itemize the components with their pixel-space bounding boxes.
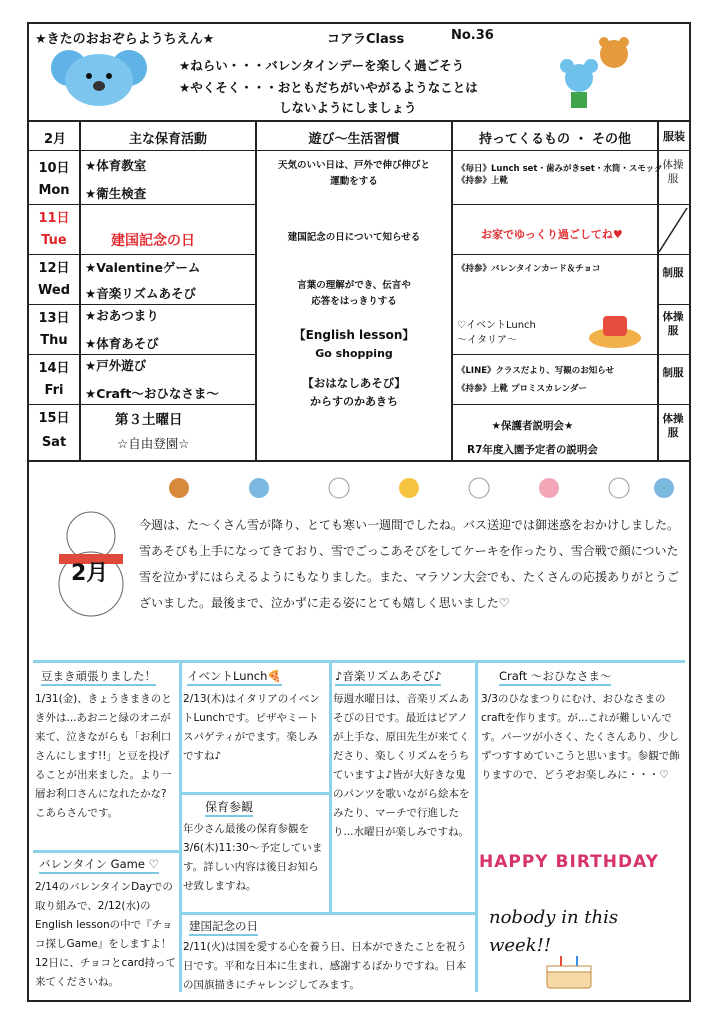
section-title-mamemaki: 豆まき頑張りました！ (41, 668, 156, 686)
uniform-13: 体操服 (662, 311, 684, 337)
bring-10: 《毎日》Lunch set・歯みがきset・水筒・スモック 《持参》上靴 (457, 164, 663, 186)
activity-13-1: ★おあつまり (85, 308, 159, 323)
col-uniform-header: 服装 (663, 130, 685, 143)
birthday-heading: HAPPY BIRTHDAY (479, 852, 659, 872)
newsletter-page (27, 22, 691, 1002)
section-text-sankan: 年少さん最後の保育参観を3/6(木)11:30～予定しています。詳しい内容は後日お知らせ致しますね。 (183, 823, 323, 892)
date-15: 15日 (38, 411, 70, 426)
activity-14-1: ★戸外遊び (85, 358, 147, 373)
aim-line-2: ★やくそく・・・おともだちがいやがるようなことは (179, 80, 478, 95)
section-text-kenkoku: 2/11(火)は国を愛する心を養う日、日本ができたことを祝う日です。平和な日本に生まれ、感謝するばかりですね。日本の国旗描きにチャレンジしてみます。 (183, 941, 467, 991)
class-name: コアラClass (327, 32, 405, 47)
dow-wed: Wed (38, 283, 70, 298)
play-note-4: 言葉の理解ができ、伝言や (297, 280, 411, 291)
col-activities-header: 主な保育活動 (128, 132, 207, 147)
bring-12: 《持参》バレンタインカード＆チョコ (457, 264, 601, 274)
activity-14-2: ★Craft～おひなさま～ (85, 386, 219, 401)
lunch-illustration (585, 308, 645, 352)
header (29, 24, 689, 122)
section-title-sankan: 保育参観 (205, 798, 253, 817)
month-badge: 2月 (71, 561, 109, 586)
section-title-valentine: バレンタイン Game ♡ (39, 856, 159, 874)
date-14: 14日 (38, 361, 70, 376)
weekly-schedule-table (29, 122, 689, 462)
play-note-3: 建国記念の日について知らせる (287, 232, 421, 243)
play-note-9: からすのかあきち (310, 395, 398, 408)
dow-mon: Mon (38, 183, 70, 198)
section-title-kenkoku: 建国記念の日 (189, 918, 258, 936)
activity-12-2: ★音楽リズムあそび (85, 286, 196, 301)
dow-sat: Sat (41, 435, 67, 450)
aim-line-3: しないようにしましょう (279, 100, 417, 115)
cake-illustration (539, 952, 599, 992)
section-title-craft: Craft ～おひなさま～ (499, 668, 611, 686)
activity-11: 建国記念の日 (111, 233, 195, 249)
dow-fri: Fri (44, 383, 64, 398)
birthday-nobody: nobody in this week!! (489, 907, 619, 956)
intro-note: 今週は、た～くさん雪が降り、とても寒い一週間でしたね。バス送迎では御迷惑をおかけしました。雪あそびも上手になってきており、雪でごっこあそびをしてケーキを作ったり、雪合戦で顔についた雪を泣かずにはらえるようにもなりました。また、マラソン大会でも、たくさんの応援ありがとうございました。最後まで、泣かずに走る姿にとても嬉しく思いました♡ (139, 518, 680, 610)
activity-12-1: ★Valentineゲーム (85, 260, 201, 275)
section-text-valentine: 2/14のバレンタインDayでの取り組みで、2/12(水)のEnglish lessonの中で『チョコ探しGame』をしますよ！12日に、チョコとcard持って来てくださいね。 (35, 881, 177, 988)
section-title-music: ♪音楽リズムあそび♪ (335, 668, 441, 686)
section-text-mamemaki: 1/31(金)、きょうきまきのとき外は...あおニと緑のオニが来て、泣きながらも「お利口さんにします!!」と豆を投げることが出来ました。より一層お利口さんになれたかな?こあらさんです。 (35, 693, 172, 819)
activity-15-1: 第３土曜日 (115, 412, 183, 428)
date-12: 12日 (38, 261, 70, 276)
bring-13: ♡イベントLunch ～イタリア～ (457, 320, 536, 346)
play-note-6: 【English lesson】 (293, 328, 415, 342)
section-text-lunch: 2/13(木)はイタリアのイベントLunchです。ピザやミートスパゲティがでます。楽しみですね♪ (183, 693, 320, 762)
bring-14: 《LINE》クラスだより、写観のお知らせ 《持参》上靴 プロミスカレンダー (457, 366, 614, 394)
play-note-2: 運動をする (330, 176, 378, 187)
activity-15-2: ☆自由登園☆ (117, 436, 190, 451)
col-bring-header: 持ってくるもの ・ その他 (478, 132, 632, 147)
play-note-7: Go shopping (315, 347, 393, 360)
section-title-lunch: イベントLunch🍕 (187, 668, 282, 686)
dow-tue: Tue (41, 233, 67, 248)
activity-13-2: ★体育あそび (85, 336, 159, 351)
uniform-14: 制服 (662, 367, 684, 379)
uniform-10: 体操服 (662, 159, 684, 185)
section-text-craft: 3/3のひなまつりにむけ、おひなさまのcraftを作ります。が...これが難しいんです。パーツが小さく、たくさんあり、少しずつすすめていこうと思います。参観で飾りますので、どうぞお楽しみに・・・♡ (481, 693, 680, 781)
play-note-1: 天気のいい日は、戸外で伸び伸びと (277, 160, 430, 171)
date-11: 11日 (38, 211, 70, 226)
section-text-music: 毎週水曜日は、音楽リズムあそびの日です。最近はピアノが上手な、原田先生が来てくださり、楽しくリズムをうちていますよ♪皆が大好きな鬼のパンツを歌いながら絵本をみたり、マーチで行進したり...水曜日が楽しみですね。 (333, 693, 470, 838)
col-play-header: 遊び～生活習慣 (308, 132, 400, 147)
school-name: ★きたのおおぞらようちえん★ (35, 32, 215, 47)
notes-section (29, 464, 689, 1000)
date-10: 10日 (38, 161, 70, 176)
activity-10-1: ★体育教室 (85, 158, 147, 173)
bring-11: お家でゆっくり過ごしてね♥ (481, 228, 623, 241)
date-13: 13日 (38, 311, 70, 326)
issue-number: No.36 (451, 28, 494, 43)
uniform-12: 制服 (662, 267, 684, 279)
play-note-5: 応答をはっきりする (311, 296, 397, 307)
dow-thu: Thu (40, 333, 68, 348)
snow-animals-border (159, 470, 679, 506)
activity-10-2: ★衛生検査 (85, 186, 147, 201)
koala-illustration (49, 46, 149, 108)
month-label: 2月 (43, 132, 67, 147)
bring-15: ★保護者説明会★ R7年度入園予定者の説明会 (467, 420, 598, 456)
animals-illustration (549, 34, 649, 114)
uniform-15: 体操服 (662, 413, 684, 439)
play-note-8: 【おはなしあそび】 (302, 376, 406, 390)
aim-line-1: ★ねらい・・・バレンタインデーを楽しく過ごそう (179, 58, 465, 73)
uniform-11-slash (657, 206, 689, 254)
